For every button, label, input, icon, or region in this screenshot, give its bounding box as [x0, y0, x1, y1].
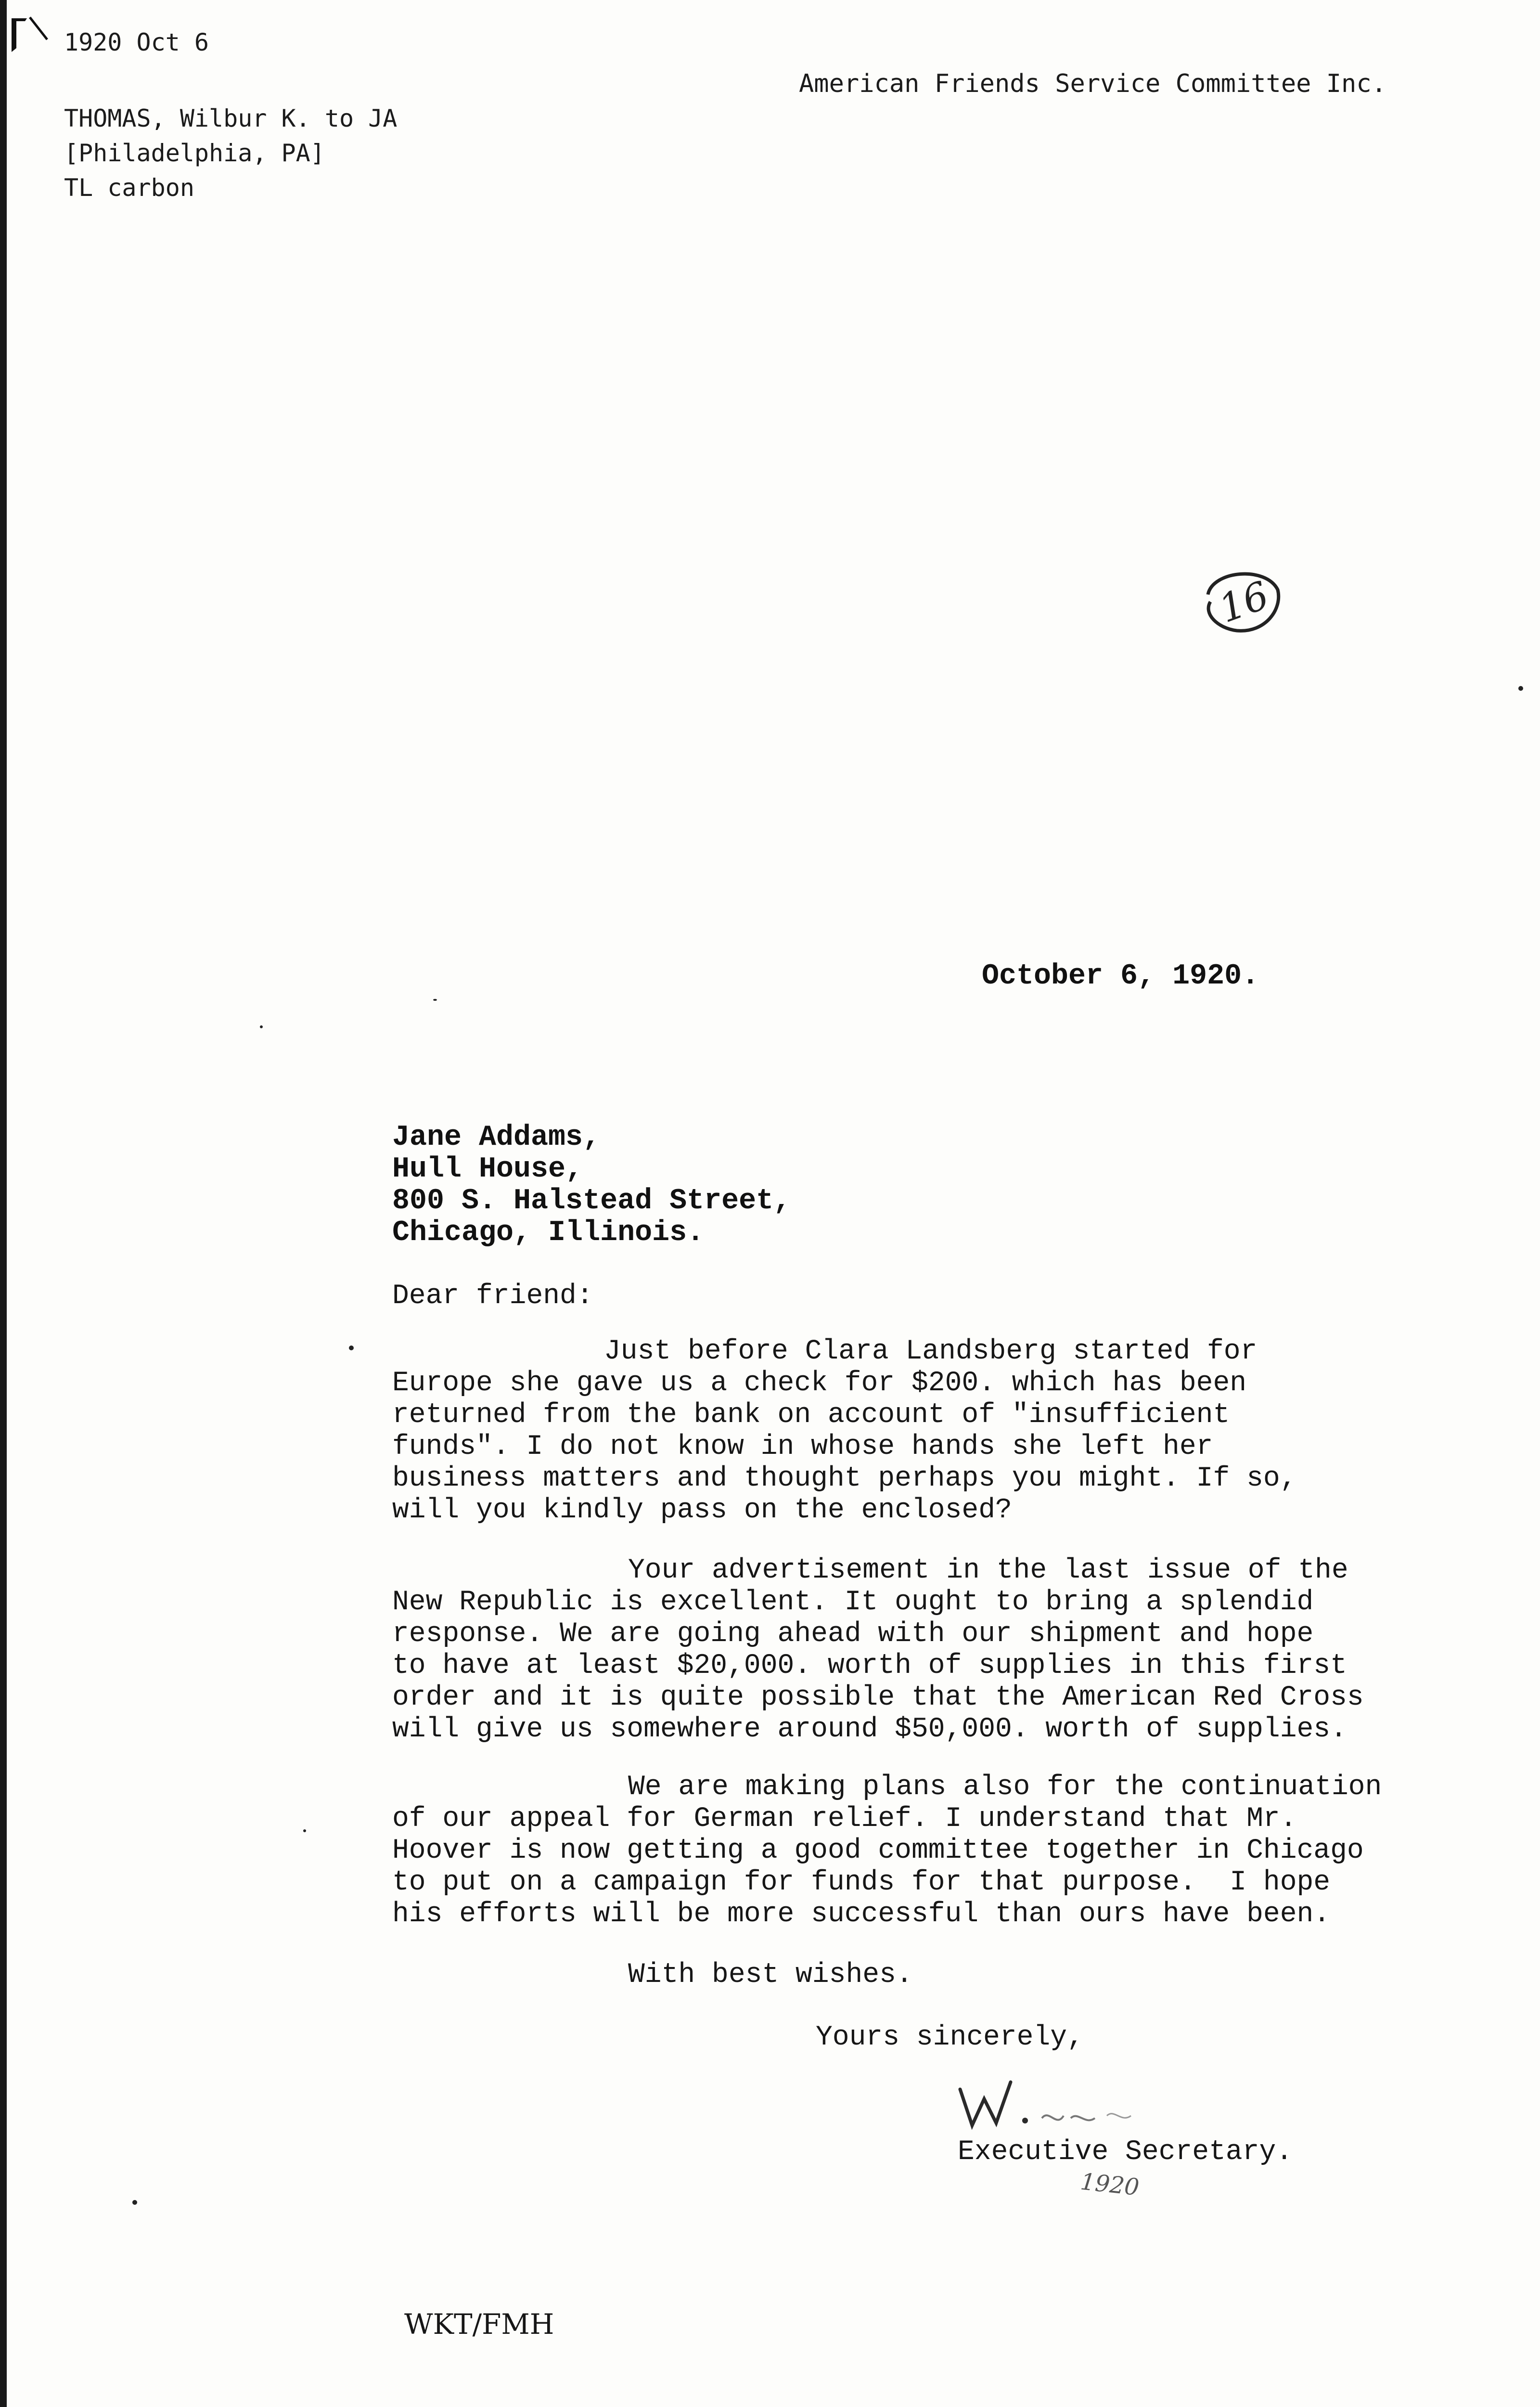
archive-header-place: [Philadelphia, PA] — [64, 139, 325, 167]
paragraph-check — [392, 1336, 1297, 1527]
scan-speck — [1518, 686, 1523, 691]
scan-edge-left — [0, 0, 7, 2407]
paragraph-line: to have at least $20,000. worth of supplies in this first — [392, 1650, 1347, 1682]
typist-initials: WKT/FMH — [404, 2308, 554, 2341]
paragraph-line: We are making plans also for the continuation — [628, 1772, 1382, 1803]
folio-stamp-number: 16 — [1213, 572, 1275, 632]
paragraph-line: his efforts will be more successful than ours have been. — [392, 1899, 1331, 1930]
closing: Yours sincerely, — [816, 2022, 1084, 2053]
paragraph-line: New Republic is excellent. It ought to bring a splendid — [392, 1587, 1314, 1618]
paragraph-line: to put on a campaign for funds for that purpose. I hope — [392, 1867, 1331, 1898]
signature — [958, 2070, 1179, 2137]
best-wishes: With best wishes. — [628, 1959, 913, 1991]
corner-mark — [11, 14, 54, 58]
scan-speck — [433, 999, 437, 1001]
paragraph-advertisement — [392, 1555, 1364, 1746]
scan-speck — [303, 1829, 306, 1832]
signature-title: Executive Secretary. — [958, 2136, 1293, 2168]
paragraph-german-relief — [392, 1772, 1382, 1930]
paragraph-line: of our appeal for German relief. I understand that Mr. — [392, 1803, 1297, 1835]
letter-date: October 6, 1920. — [982, 960, 1259, 993]
scan-speck — [260, 1025, 263, 1028]
paragraph-line: will you kindly pass on the enclosed? — [392, 1495, 1012, 1526]
recipient-city: Chicago, Illinois. — [392, 1216, 705, 1249]
paragraph-line: Your advertisement in the last issue of the — [628, 1555, 1348, 1586]
paragraph-line: response. We are going ahead with our shipment and hope — [392, 1618, 1314, 1650]
archive-header-date: 1920 Oct 6 — [64, 28, 209, 56]
recipient-street: 800 S. Halstead Street, — [392, 1185, 791, 1217]
paragraph-line: will give us somewhere around $50,000. worth of supplies. — [392, 1714, 1347, 1745]
scan-speck — [132, 2200, 137, 2205]
letterhead: American Friends Service Committee Inc. — [799, 69, 1386, 98]
paragraph-line: Europe she gave us a check for $200. which has been — [392, 1368, 1247, 1399]
paragraph-line: business matters and thought perhaps you might. If so, — [392, 1463, 1297, 1494]
recipient-institution: Hull House, — [392, 1153, 583, 1186]
paragraph-line: order and it is quite possible that the American Red Cross — [392, 1682, 1364, 1713]
pencil-note: 1920 — [1079, 2168, 1141, 2201]
recipient-name: Jane Addams, — [392, 1121, 601, 1154]
archive-header-correspondents: THOMAS, Wilbur K. to JA — [64, 104, 398, 132]
salutation: Dear friend: — [392, 1281, 593, 1312]
paragraph-line: Hoover is now getting a good committee together in Chicago — [392, 1835, 1364, 1866]
paragraph-line: funds". I do not know in whose hands she left her — [392, 1431, 1213, 1462]
folio-stamp — [1194, 566, 1290, 643]
scan-speck — [349, 1346, 354, 1350]
paragraph-line: returned from the bank on account of "insufficient — [392, 1399, 1230, 1431]
archive-header-format: TL carbon — [64, 174, 194, 202]
paragraph-line: Just before Clara Landsberg started for — [604, 1336, 1258, 1367]
